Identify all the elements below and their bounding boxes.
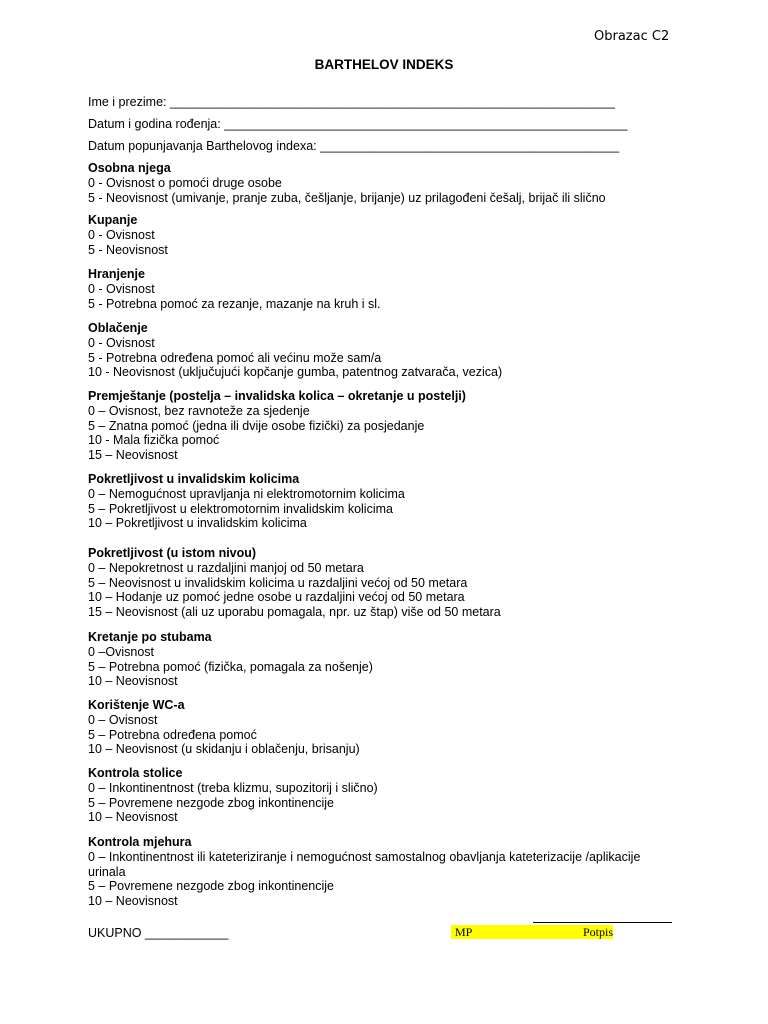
section-item: 5 – Pokretljivost u elektromotornim invalidskim kolicima xyxy=(88,501,393,516)
document-title: BARTHELOV INDEKS xyxy=(314,57,454,72)
field-name xyxy=(88,95,615,110)
section-item: 5 – Potrebna određena pomoć xyxy=(88,727,257,742)
section-item: 0 - Ovisnost xyxy=(88,227,155,242)
field-fill-date-blank[interactable]: ___________________________________________ xyxy=(320,139,620,153)
section-item: 5 - Neovisnost (umivanje, pranje zuba, češljanje, brijanje) uz prilagođeni češalj, brijač ili slično xyxy=(88,190,606,205)
section-item: urinala xyxy=(88,864,126,879)
section-item: 5 - Potrebna određena pomoć ali većinu može sam/a xyxy=(88,350,382,365)
section-heading: Osobna njega xyxy=(88,161,171,175)
section-heading: Kontrola stolice xyxy=(88,766,183,780)
section-item: 10 – Neovisnost xyxy=(88,894,178,909)
section-9 xyxy=(88,698,360,757)
section-item: 10 – Neovisnost xyxy=(88,810,178,825)
signature-line xyxy=(533,922,672,923)
section-heading: Kontrola mjehura xyxy=(88,835,192,849)
section-item: 0 – Nemogućnost upravljanja ni elektromotornim kolicima xyxy=(88,486,405,501)
section-heading: Premještanje (postelja – invalidska kolica – okretanje u postelji) xyxy=(88,389,466,403)
section-heading: Hranjenje xyxy=(88,267,145,281)
section-item: 10 - Mala fizička pomoć xyxy=(88,433,220,448)
field-name-blank[interactable]: ________________________________________________________________ xyxy=(169,95,615,109)
section-item: 10 – Neovisnost xyxy=(88,674,178,689)
section-item: 0 - Ovisnost xyxy=(88,281,155,296)
section-item: 10 – Hodanje uz pomoć jedne osobe u razdaljini većoj od 50 metara xyxy=(88,590,465,605)
section-item: 10 - Neovisnost (uključujući kopčanje gumba, patentnog zatvarača, vezica) xyxy=(88,365,503,380)
section-3 xyxy=(88,267,381,311)
field-name-label: Ime i prezime: xyxy=(88,95,167,109)
section-item: 5 – Znatna pomoć (jedna ili dvije osobe fizički) za posjedanje xyxy=(88,418,425,433)
section-11 xyxy=(88,835,640,909)
section-heading: Kretanje po stubama xyxy=(88,630,212,644)
section-heading: Pokretljivost u invalidskim kolicima xyxy=(88,472,300,486)
field-birthdate-label: Datum i godina rođenja: xyxy=(88,117,221,131)
section-heading: Pokretljivost (u istom nivou) xyxy=(88,546,257,560)
section-heading: Kupanje xyxy=(88,213,138,227)
section-6 xyxy=(88,472,405,531)
section-item: 0 - Ovisnost xyxy=(88,335,155,350)
total-label: UKUPNO xyxy=(88,926,142,940)
total-blank[interactable]: ____________ xyxy=(144,926,229,940)
section-item: 0 –Ovisnost xyxy=(88,644,155,659)
section-5 xyxy=(88,389,466,463)
section-10 xyxy=(88,766,378,825)
section-item: 0 - Ovisnost o pomoći druge osobe xyxy=(88,175,282,190)
section-item: 15 – Neovisnost xyxy=(88,448,178,463)
section-item: 0 – Ovisnost xyxy=(88,712,158,727)
section-item: 5 - Potrebna pomoć za rezanje, mazanje na kruh i sl. xyxy=(88,296,381,311)
section-item: 5 – Povremene nezgode zbog inkontinencije xyxy=(88,795,335,810)
section-item: 0 – Ovisnost, bez ravnoteže za sjedenje xyxy=(88,403,310,418)
section-item: 0 – Inkontinentnost ili kateteriziranje i nemogućnost samostalnog obavljanja kateterizacije /aplikacije xyxy=(88,849,641,864)
mp-label: MP xyxy=(455,925,473,939)
total-row xyxy=(88,926,228,941)
section-item: 5 – Neovisnost u invalidskim kolicima u razdaljini većoj od 50 metara xyxy=(88,575,468,590)
section-item: 0 – Inkontinentnost (treba klizmu, supozitorij i slično) xyxy=(88,780,378,795)
section-8 xyxy=(88,630,373,689)
section-heading: Korištenje WC-a xyxy=(88,698,185,712)
field-birthdate xyxy=(88,117,627,132)
section-item: 10 – Neovisnost (u skidanju i oblačenju, brisanju) xyxy=(88,742,360,757)
section-2 xyxy=(88,213,168,257)
section-item: 0 – Nepokretnost u razdaljini manjoj od 50 metara xyxy=(88,560,364,575)
section-4 xyxy=(88,321,502,380)
field-fill-date xyxy=(88,139,619,154)
section-7 xyxy=(88,546,501,620)
field-fill-date-label: Datum popunjavanja Barthelovog indexa: xyxy=(88,139,317,153)
section-item: 5 - Neovisnost xyxy=(88,242,168,257)
section-item: 5 – Povremene nezgode zbog inkontinencije xyxy=(88,879,335,894)
section-heading: Oblačenje xyxy=(88,321,148,335)
section-item: 5 – Potrebna pomoć (fizička, pomagala za nošenje) xyxy=(88,659,373,674)
section-item: 15 – Neovisnost (ali uz uporabu pomagala, npr. uz štap) više od 50 metara xyxy=(88,605,501,620)
form-code: Obrazac C2 xyxy=(594,29,670,44)
field-birthdate-blank[interactable]: __________________________________________________________ xyxy=(224,117,628,131)
section-item: 10 – Pokretljivost u invalidskim kolicima xyxy=(88,516,307,531)
signature-label: Potpis xyxy=(583,925,614,939)
section-1 xyxy=(88,161,606,205)
